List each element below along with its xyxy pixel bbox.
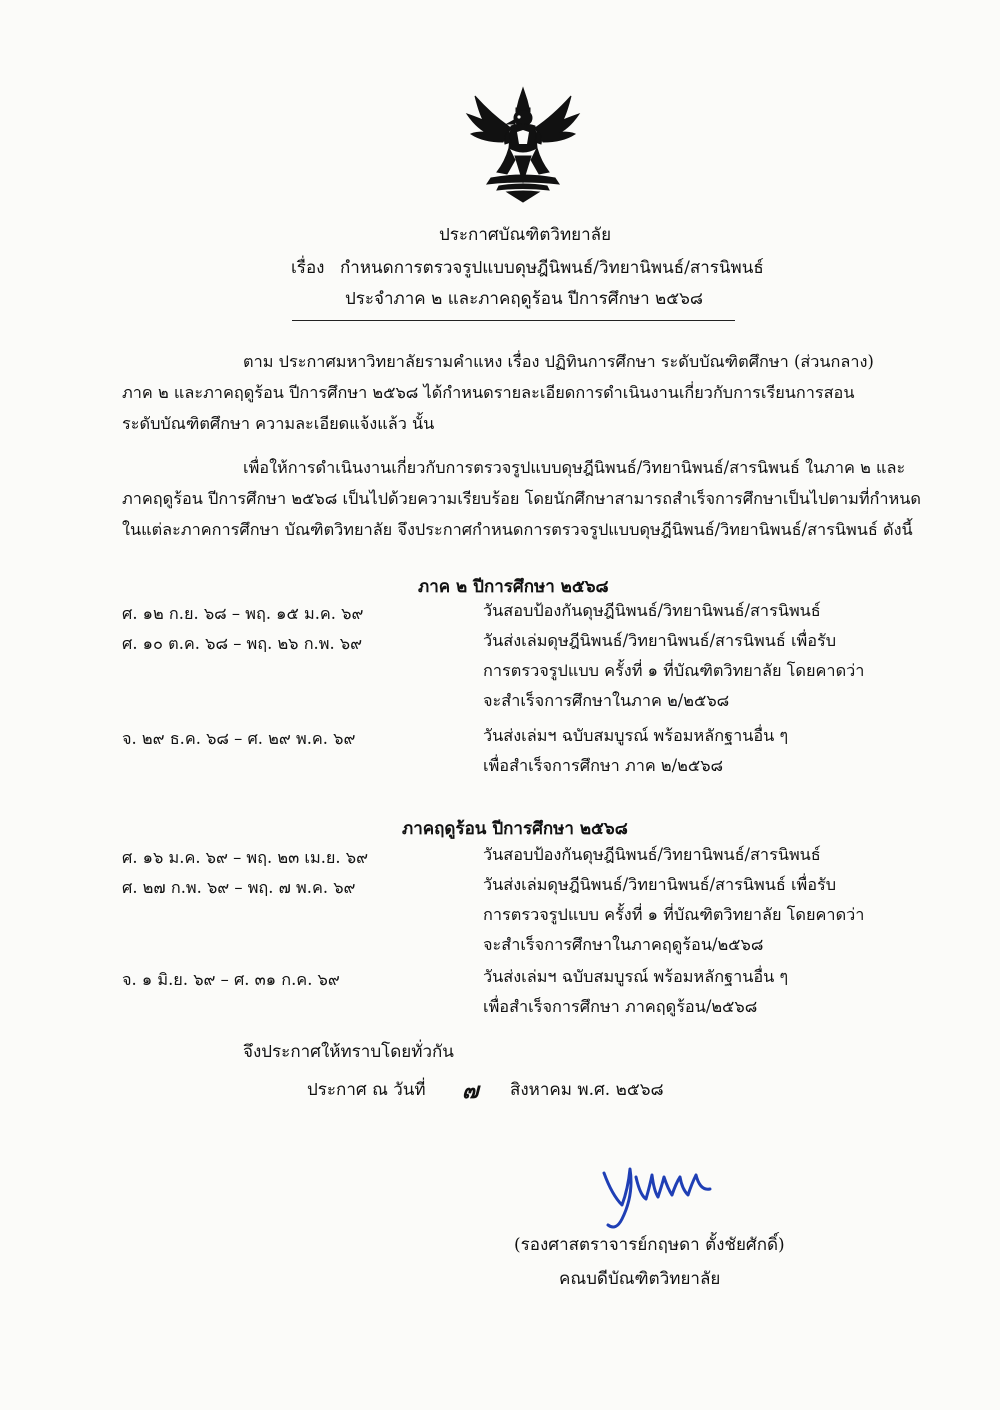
garuda-emblem-icon <box>463 86 583 204</box>
para2-line-2: ภาคฤดูร้อน ปีการศึกษา ๒๕๖๘ เป็นไปด้วยความเรียบร้อย โดยนักศึกษาสามารถสำเร็จการศึกษาเป็นไปตามที่กำหนด <box>122 489 921 508</box>
closing-notice: จึงประกาศให้ทราบโดยทั่วกัน <box>243 1042 454 1062</box>
schedule-desc-line: วันสอบป้องกันดุษฎีนิพนธ์/วิทยานิพนธ์/สารนิพนธ์ <box>483 845 821 864</box>
summer-heading: ภาคฤดูร้อน ปีการศึกษา ๒๕๖๘ <box>402 819 628 839</box>
schedule-desc-line: การตรวจรูปแบบ ครั้งที่ ๑ ที่บัณฑิตวิทยาลัย โดยคาดว่า <box>483 905 865 924</box>
schedule-desc-line: วันส่งเล่มดุษฎีนิพนธ์/วิทยานิพนธ์/สารนิพนธ์ เพื่อรับ <box>483 631 837 650</box>
schedule-desc-line: จะสำเร็จการศึกษาในภาคฤดูร้อน/๒๕๖๘ <box>483 935 764 954</box>
subject-text: กำหนดการตรวจรูปแบบดุษฎีนิพนธ์/วิทยานิพนธ์/สารนิพนธ์ <box>340 258 764 278</box>
announcement-title: ประกาศบัณฑิตวิทยาลัย <box>439 225 612 245</box>
schedule-date: ศ. ๑๒ ก.ย. ๖๘ – พฤ. ๑๕ ม.ค. ๖๙ <box>122 604 364 623</box>
signatory-position: คณบดีบัณฑิตวิทยาลัย <box>559 1269 721 1289</box>
schedule-desc-line: การตรวจรูปแบบ ครั้งที่ ๑ ที่บัณฑิตวิทยาลัย โดยคาดว่า <box>483 661 865 680</box>
schedule-date: ศ. ๑๖ ม.ค. ๖๙ – พฤ. ๒๓ เม.ย. ๖๙ <box>122 848 369 867</box>
schedule-description <box>483 870 864 960</box>
para1-line-2: ภาค ๒ และภาคฤดูร้อน ปีการศึกษา ๒๕๖๘ ได้กำหนดรายละเอียดการดำเนินงานเกี่ยวกับการเรียนการสอน <box>122 383 855 402</box>
schedule-desc-line: เพื่อสำเร็จการศึกษา ภาค ๒/๒๕๖๘ <box>483 756 724 775</box>
schedule-date: จ. ๒๙ ธ.ค. ๖๘ – ศ. ๒๙ พ.ค. ๖๙ <box>122 729 356 748</box>
schedule-desc-line: วันสอบป้องกันดุษฎีนิพนธ์/วิทยานิพนธ์/สารนิพนธ์ <box>483 601 821 620</box>
schedule-description <box>483 626 864 716</box>
schedule-date: ศ. ๒๗ ก.พ. ๖๙ – พฤ. ๗ พ.ค. ๖๙ <box>122 878 356 897</box>
signature-icon <box>592 1155 732 1235</box>
para2-line-3: ในแต่ละภาคการศึกษา บัณฑิตวิทยาลัย จึงประกาศกำหนดการตรวจรูปแบบดุษฎีนิพนธ์/วิทยานิพนธ์/สารนิพนธ์ ดังนี้ <box>122 520 913 539</box>
signatory-name: (รองศาสตราจารย์กฤษดา ตั้งชัยศักดิ์) <box>514 1235 785 1255</box>
para1-line-1: ตาม ประกาศมหาวิทยาลัยรามคำแหง เรื่อง ปฏิทินการศึกษา ระดับบัณฑิตศึกษา (ส่วนกลาง) <box>243 352 874 371</box>
subject-label: เรื่อง <box>291 258 325 278</box>
schedule-desc-line: จะสำเร็จการศึกษาในภาค ๒/๒๕๖๘ <box>483 691 730 710</box>
schedule-date: ศ. ๑๐ ต.ค. ๖๘ – พฤ. ๒๖ ก.พ. ๖๙ <box>122 634 363 653</box>
semester-2-heading: ภาค ๒ ปีการศึกษา ๒๕๖๘ <box>418 577 609 597</box>
schedule-description <box>483 721 788 781</box>
term-line: ประจำภาค ๒ และภาคฤดูร้อน ปีการศึกษา ๒๕๖๘ <box>345 289 704 309</box>
schedule-description <box>483 840 821 870</box>
announced-month-year: สิงหาคม พ.ศ. ๒๕๖๘ <box>510 1080 664 1100</box>
para2-line-1: เพื่อให้การดำเนินงานเกี่ยวกับการตรวจรูปแบบดุษฎีนิพนธ์/วิทยานิพนธ์/สารนิพนธ์ ในภาค ๒ และ <box>243 458 906 477</box>
header-divider <box>292 320 735 321</box>
schedule-desc-line: วันส่งเล่มดุษฎีนิพนธ์/วิทยานิพนธ์/สารนิพนธ์ เพื่อรับ <box>483 875 837 894</box>
intro-paragraph-2 <box>122 452 922 545</box>
announced-prefix: ประกาศ ณ วันที่ <box>307 1080 426 1100</box>
intro-paragraph-1 <box>122 346 922 439</box>
schedule-desc-line: เพื่อสำเร็จการศึกษา ภาคฤดูร้อน/๒๕๖๘ <box>483 997 758 1016</box>
schedule-description <box>483 962 788 1022</box>
schedule-desc-line: วันส่งเล่มฯ ฉบับสมบูรณ์ พร้อมหลักฐานอื่น ๆ <box>483 726 789 745</box>
schedule-date: จ. ๑ มิ.ย. ๖๙ – ศ. ๓๑ ก.ค. ๖๙ <box>122 970 340 989</box>
announced-day: ๗ <box>462 1078 479 1104</box>
para1-line-3: ระดับบัณฑิตศึกษา ความละเอียดแจ้งแล้ว นั้น <box>122 414 435 433</box>
schedule-description <box>483 596 821 626</box>
schedule-desc-line: วันส่งเล่มฯ ฉบับสมบูรณ์ พร้อมหลักฐานอื่น ๆ <box>483 967 789 986</box>
